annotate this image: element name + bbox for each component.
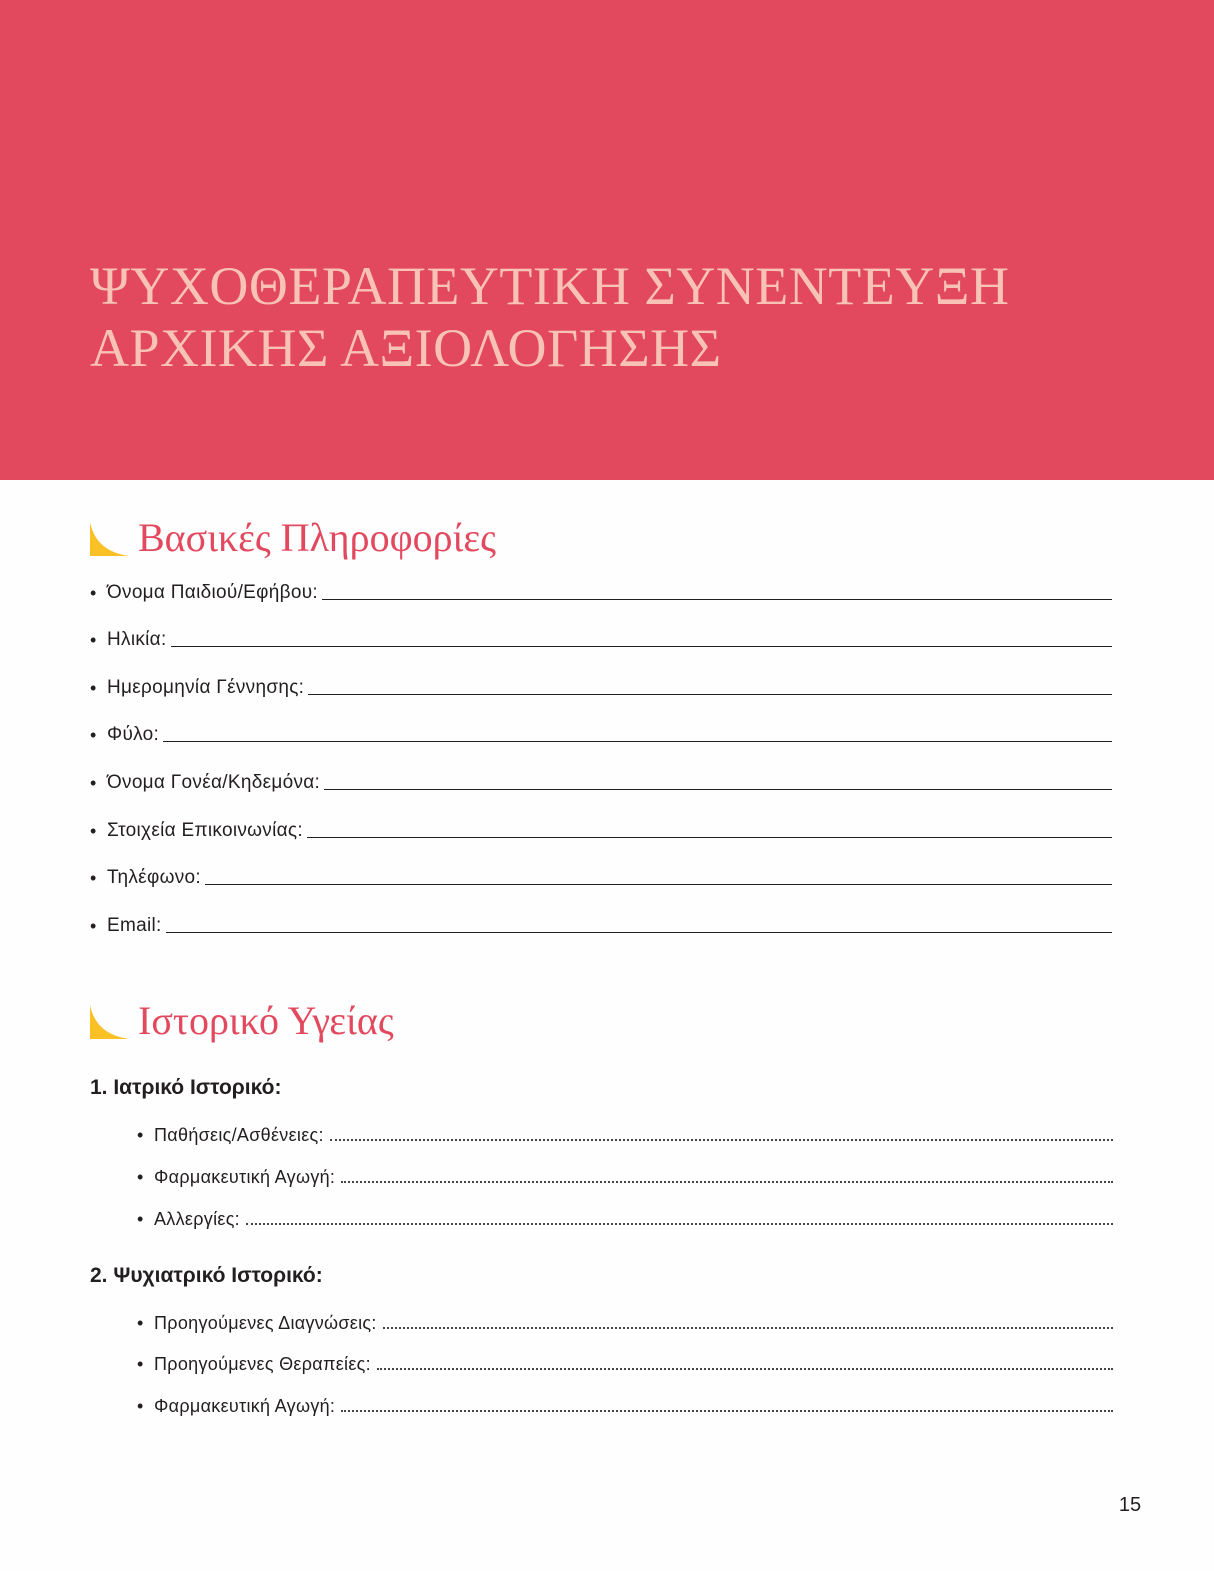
field-label: Παθήσεις/Ασθένειες: xyxy=(154,1125,324,1145)
previous-diagnoses-input-line[interactable] xyxy=(383,1327,1113,1329)
section-heading-basic-info xyxy=(90,512,496,560)
birth-date-input-line[interactable] xyxy=(308,694,1112,695)
gender-input-line[interactable] xyxy=(163,741,1112,742)
bullet: • xyxy=(137,1396,144,1416)
corner-accent-icon xyxy=(90,522,130,556)
field-allergies xyxy=(137,1206,1113,1230)
field-label: Όνομα Γονέα/Κηδεμόνα: xyxy=(107,772,321,793)
field-phone xyxy=(90,865,1112,889)
field-previous-therapies xyxy=(137,1351,1113,1375)
bullet: • xyxy=(90,630,97,650)
bullet: • xyxy=(137,1125,144,1145)
field-label: Προηγούμενες Διαγνώσεις: xyxy=(154,1313,377,1333)
field-label: Ημερομηνία Γέννησης: xyxy=(107,677,305,698)
child-name-input-line[interactable] xyxy=(322,599,1112,600)
field-guardian-name xyxy=(90,770,1112,794)
allergies-input-line[interactable] xyxy=(246,1223,1113,1225)
document-title-line-1: ΨΥΧΟΘΕΡΑΠΕΥΤΙΚΗ ΣΥΝΕΝΤΕΥΞΗ xyxy=(90,256,1010,316)
page-number: 15 xyxy=(1118,1494,1142,1516)
section-heading-health-history xyxy=(90,995,394,1043)
bullet: • xyxy=(90,773,97,793)
field-contact-info xyxy=(90,818,1112,842)
field-label: Email: xyxy=(107,915,162,936)
phone-input-line[interactable] xyxy=(205,884,1112,885)
field-label: Αλλεργίες: xyxy=(154,1209,240,1229)
bullet: • xyxy=(137,1209,144,1229)
bullet: • xyxy=(137,1167,144,1187)
field-previous-diagnoses xyxy=(137,1310,1113,1334)
section-title-basic-info: Βασικές Πληροφορίες xyxy=(138,515,497,560)
field-label: Φύλο: xyxy=(107,724,160,745)
document-title xyxy=(90,255,1009,379)
header-banner xyxy=(0,0,1214,480)
email-input-line[interactable] xyxy=(166,932,1112,933)
conditions-input-line[interactable] xyxy=(330,1139,1113,1141)
subheading-psychiatric-history: 2. Ψυχιατρικό Ιστορικό: xyxy=(90,1264,323,1287)
field-child-name xyxy=(90,580,1112,604)
age-input-line[interactable] xyxy=(171,646,1112,647)
bullet: • xyxy=(90,868,97,888)
bullet: • xyxy=(90,821,97,841)
field-age xyxy=(90,627,1112,651)
field-label: Φαρμακευτική Αγωγή: xyxy=(154,1167,336,1187)
bullet: • xyxy=(137,1313,144,1333)
field-email xyxy=(90,913,1112,937)
bullet: • xyxy=(90,725,97,745)
previous-therapies-input-line[interactable] xyxy=(377,1368,1113,1370)
field-medication xyxy=(137,1164,1113,1188)
guardian-name-input-line[interactable] xyxy=(324,789,1112,790)
document-title-line-2: ΑΡΧΙΚΗΣ ΑΞΙΟΛΟΓΗΣΗΣ xyxy=(90,318,722,378)
corner-accent-icon xyxy=(90,1005,130,1039)
psychiatric-medication-input-line[interactable] xyxy=(341,1410,1113,1412)
field-label: Τηλέφωνο: xyxy=(107,867,201,888)
field-label: Στοιχεία Επικοινωνίας: xyxy=(107,820,303,841)
section-title-health-history: Ιστορικό Υγείας xyxy=(138,998,394,1043)
field-label: Ηλικία: xyxy=(107,629,167,650)
bullet: • xyxy=(90,678,97,698)
field-conditions xyxy=(137,1122,1113,1146)
bullet: • xyxy=(137,1354,144,1374)
field-psychiatric-medication xyxy=(137,1393,1113,1417)
field-gender xyxy=(90,722,1112,746)
field-label: Όνομα Παιδιού/Εφήβου: xyxy=(107,582,318,603)
field-birth-date xyxy=(90,675,1112,699)
bullet: • xyxy=(90,916,97,936)
field-label: Φαρμακευτική Αγωγή: xyxy=(154,1396,336,1416)
medication-input-line[interactable] xyxy=(341,1181,1113,1183)
field-label: Προηγούμενες Θεραπείες: xyxy=(154,1354,371,1374)
subheading-medical-history: 1. Ιατρικό Ιστορικό: xyxy=(90,1076,282,1099)
bullet: • xyxy=(90,583,97,603)
contact-info-input-line[interactable] xyxy=(307,837,1112,838)
